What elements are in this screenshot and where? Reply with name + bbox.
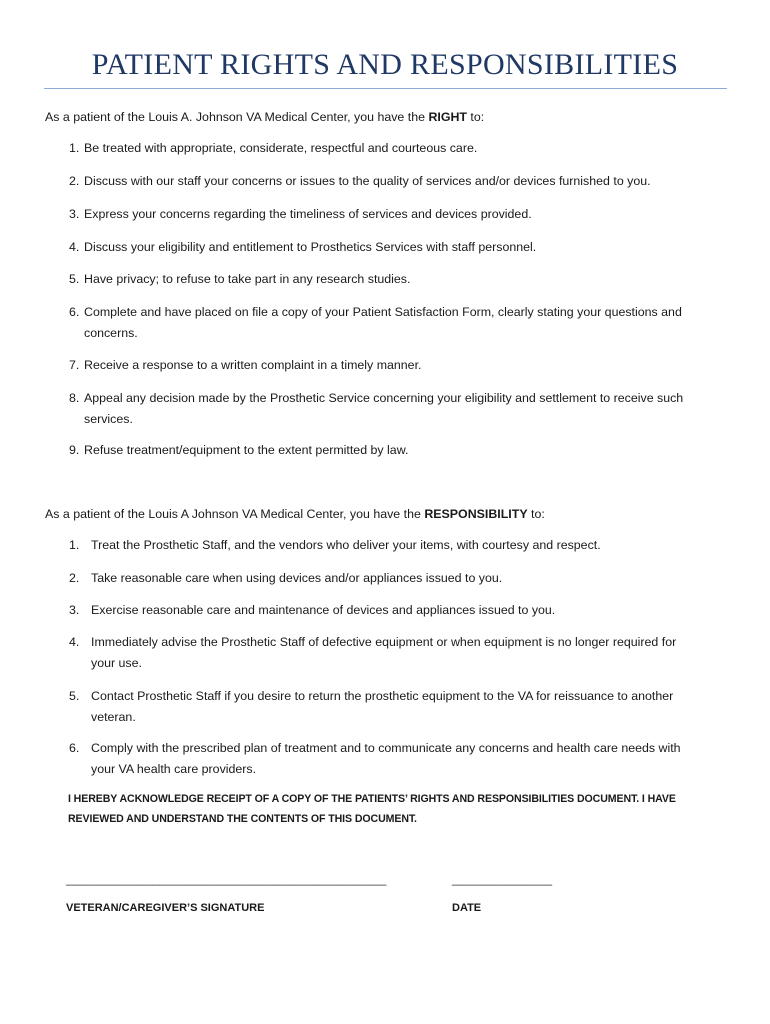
acknowledgement-statement: I HEREBY ACKNOWLEDGE RECEIPT OF A COPY OF THE PATIENTS’ RIGHTS AND RESPONSIBILITIES DOCUMENT. I HAVE REVIEWED AND UNDERSTAND THE CONTENTS OF THIS DOCUMENT. bbox=[68, 793, 676, 825]
item-text: Express your concerns regarding the timeliness of services and devices provided. bbox=[84, 207, 532, 221]
item-text: Refuse treatment/equipment to the extent permitted by law. bbox=[84, 443, 409, 457]
item-text: veteran. bbox=[91, 709, 136, 724]
item-text: your VA health care providers. bbox=[91, 761, 257, 776]
item-number: 3. bbox=[69, 603, 80, 617]
item-text: Appeal any decision made by the Prosthetic Service concerning your eligibility and settlement to receive such bbox=[84, 391, 684, 405]
rights-intro-tail: to: bbox=[466, 110, 485, 124]
responsibility-item bbox=[69, 568, 502, 589]
right-item bbox=[69, 388, 683, 429]
right-item bbox=[69, 302, 682, 343]
rights-intro-text: As a patient of the Louis A. Johnson VA Medical Center, you have the bbox=[45, 110, 429, 124]
item-number: 2. bbox=[69, 174, 80, 188]
responsibility-item bbox=[69, 535, 601, 556]
item-number: 1. bbox=[69, 538, 80, 552]
right-item bbox=[69, 171, 651, 192]
item-text: Discuss your eligibility and entitlement to Prosthetics Services with staff personnel. bbox=[84, 240, 537, 254]
responsibility-intro bbox=[45, 507, 545, 521]
item-number: 2. bbox=[69, 571, 80, 585]
item-text: Take reasonable care when using devices and/or appliances issued to you. bbox=[91, 571, 503, 585]
item-text: Be treated with appropriate, considerate, respectful and courteous care. bbox=[84, 141, 478, 155]
item-text: services. bbox=[84, 411, 133, 426]
item-text: your use. bbox=[91, 655, 142, 670]
item-number: 8. bbox=[69, 391, 80, 405]
right-item bbox=[69, 440, 408, 461]
responsibility-item bbox=[69, 686, 673, 727]
item-text: Have privacy; to refuse to take part in any research studies. bbox=[84, 272, 411, 286]
item-number: 4. bbox=[69, 240, 80, 254]
responsibility-item bbox=[69, 600, 555, 621]
item-text: Comply with the prescribed plan of treatment and to communicate any concerns and health care needs with bbox=[91, 741, 681, 755]
right-item bbox=[69, 237, 536, 258]
rights-intro-emphasis: RIGHT bbox=[428, 110, 467, 124]
date-label: DATE bbox=[452, 902, 482, 914]
signature-label: VETERAN/CAREGIVER’S SIGNATURE bbox=[66, 902, 265, 914]
responsibility-item bbox=[69, 632, 676, 673]
page-title: PATIENT RIGHTS AND RESPONSIBILITIES bbox=[91, 48, 679, 81]
item-text: Exercise reasonable care and maintenance of devices and appliances issued to you. bbox=[91, 603, 556, 617]
item-number: 7. bbox=[69, 358, 80, 372]
right-item bbox=[69, 138, 477, 159]
signature-line: ________________________________________________ bbox=[66, 872, 387, 886]
resp-intro-emphasis: RESPONSIBILITY bbox=[424, 507, 528, 521]
item-number: 5. bbox=[69, 272, 80, 286]
item-number: 6. bbox=[69, 305, 80, 319]
right-item bbox=[69, 204, 532, 225]
item-text: Complete and have placed on file a copy of your Patient Satisfaction Form, clearly stating your questions and bbox=[84, 305, 682, 319]
date-line: _______________ bbox=[452, 872, 553, 886]
responsibility-item bbox=[69, 738, 681, 779]
item-number: 5. bbox=[69, 689, 80, 703]
item-number: 4. bbox=[69, 635, 80, 649]
item-number: 1. bbox=[69, 141, 80, 155]
item-number: 6. bbox=[69, 741, 80, 755]
resp-intro-text: As a patient of the Louis A Johnson VA Medical Center, you have the bbox=[45, 507, 425, 521]
rights-intro bbox=[45, 110, 484, 124]
right-item bbox=[69, 355, 421, 376]
item-text: Contact Prosthetic Staff if you desire to return the prosthetic equipment to the VA for reissuance to another bbox=[91, 689, 674, 703]
item-text: Treat the Prosthetic Staff, and the vendors who deliver your items, with courtesy and respect. bbox=[91, 538, 601, 552]
resp-intro-tail: to: bbox=[527, 507, 545, 521]
item-text: Receive a response to a written complaint in a timely manner. bbox=[84, 358, 422, 372]
title-underline bbox=[44, 88, 727, 89]
item-text: Immediately advise the Prosthetic Staff of defective equipment or when equipment is no longer required for bbox=[91, 635, 677, 649]
right-item bbox=[69, 269, 410, 290]
item-number: 3. bbox=[69, 207, 80, 221]
item-number: 9. bbox=[69, 443, 80, 457]
item-text: Discuss with our staff your concerns or issues to the quality of services and/or devices furnished to you. bbox=[84, 174, 651, 188]
item-text: concerns. bbox=[84, 325, 138, 340]
